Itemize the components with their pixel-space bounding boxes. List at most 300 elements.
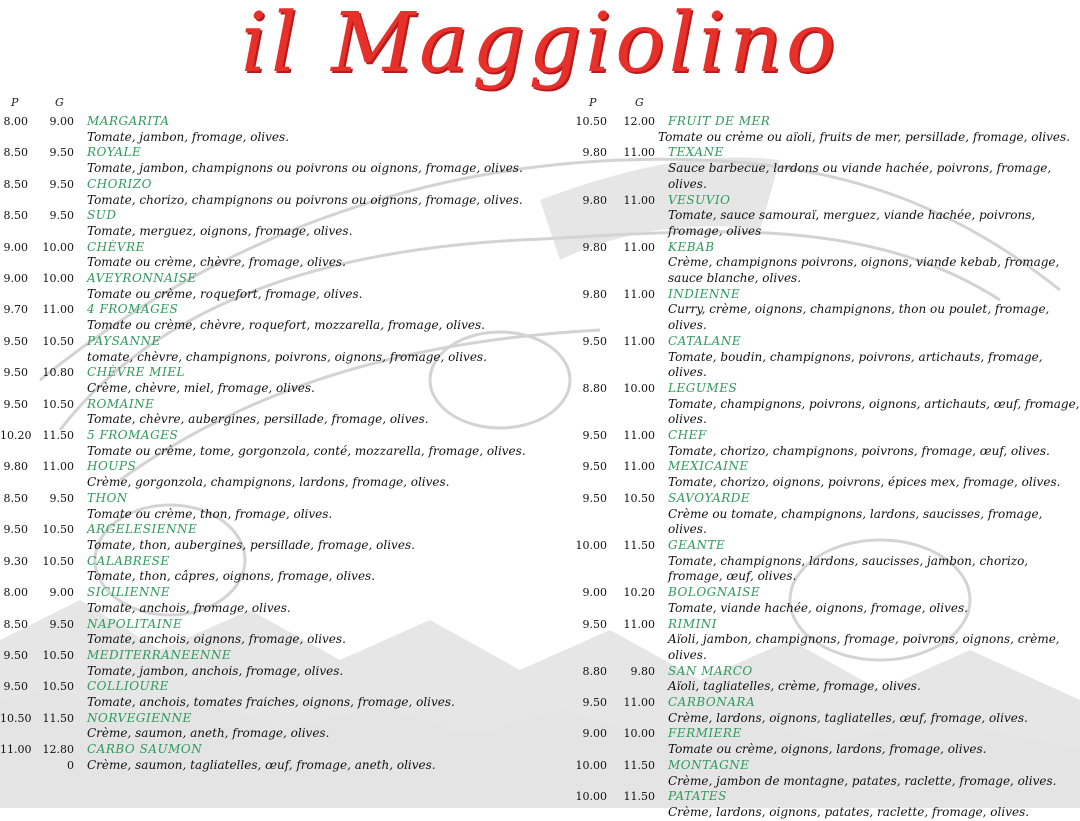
pizza-ingredients: Crème, champignons poivrons, oignons, viande kebab, fromage,: [668, 255, 1060, 270]
spacer: [0, 255, 28, 271]
pizza-ingredients: Crème, chèvre, miel, fromage, olives.: [87, 380, 315, 395]
pizza-name: CHÈVRE: [87, 239, 145, 254]
pizza-ingredients: Tomate, merguez, oignons, fromage, olives.: [87, 223, 353, 238]
menu-item-row: [570, 114, 1080, 130]
spacer: [570, 412, 607, 428]
spacer: [570, 601, 607, 617]
pizza-name: CARBONARA: [668, 695, 756, 710]
menu-item-description-row: [0, 475, 540, 491]
price-grande: 10.80: [42, 366, 74, 380]
price-petite: 10.50: [0, 711, 32, 725]
spacer: [0, 758, 28, 774]
description-extra: [28, 318, 74, 334]
pizza-ingredients: Crème, lardons, oignons, patates, raclette, fromage, olives.: [668, 804, 1030, 819]
price-grande: 11.00: [623, 240, 655, 254]
pizza-ingredients: Tomate, sauce samouraï, merguez, viande hachée, poivrons,: [668, 208, 1036, 223]
menu-item-description-row: [570, 208, 1080, 224]
menu-item-row: [0, 145, 540, 161]
price-grande: 10.50: [42, 397, 74, 411]
description-extra: [607, 255, 655, 271]
menu-item-row: [0, 208, 540, 224]
pizza-ingredients: Curry, crème, oignons, champignons, thon ou poulet, fromage, olives.: [668, 302, 1050, 333]
menu-item-description-row: [0, 601, 540, 617]
price-petite: 9.50: [3, 648, 28, 662]
pizza-list-left: [0, 114, 540, 774]
pizza-name: BOLOGNAISE: [668, 585, 761, 600]
price-grande: 11.50: [623, 758, 655, 772]
description-extra: [28, 130, 74, 146]
menu-item-row: [570, 695, 1080, 711]
spacer: [570, 302, 607, 333]
spacer: [0, 381, 28, 397]
menu-item-row: [0, 585, 540, 601]
price-grande: 9.50: [49, 177, 74, 191]
menu-item-description-row: [570, 255, 1080, 271]
menu-item-description-row: [0, 130, 540, 146]
spacer: [570, 711, 607, 727]
spacer: [0, 726, 28, 742]
menu-column-right: [570, 96, 1080, 821]
pizza-ingredients: tomate, chèvre, champignons, poivrons, oignons, fromage, olives.: [87, 349, 487, 364]
description-extra: [28, 569, 74, 585]
pizza-list-right: [570, 114, 1080, 821]
description-extra: [607, 302, 655, 333]
price-grande: 11.50: [623, 538, 655, 552]
price-petite: 9.70: [3, 303, 28, 317]
menu-item-description-row: [0, 538, 540, 554]
spacer: [0, 318, 28, 334]
description-extra: [607, 632, 655, 663]
price-grande: 10.20: [623, 586, 655, 600]
menu-item-row: [570, 585, 1080, 601]
price-petite: 8.50: [3, 177, 28, 191]
menu-item-description-row: [0, 381, 540, 397]
pizza-ingredients: Tomate, boudin, champignons, poivrons, artichauts, fromage, olives.: [668, 349, 1043, 380]
price-grande: 11.00: [623, 146, 655, 160]
spacer: [570, 554, 607, 570]
menu-item-description-row: [570, 412, 1080, 428]
menu-item-description-row: [0, 350, 540, 366]
pizza-name: PAYSANNE: [87, 333, 161, 348]
price-grande: 11.00: [623, 193, 655, 207]
menu-item-row: [0, 271, 540, 287]
price-grande: 10.00: [623, 381, 655, 395]
price-petite: 10.00: [575, 758, 607, 772]
spacer: [607, 271, 655, 287]
price-petite: 9.00: [3, 272, 28, 286]
pizza-ingredients: Tomate ou crème ou aïoli, fruits de mer, persillade, fromage, olives.: [658, 129, 1071, 144]
spacer: [0, 224, 28, 240]
spacer: [607, 412, 655, 428]
price-grande: 9.00: [49, 115, 74, 128]
description-extra: [28, 412, 74, 428]
description-extra: [28, 381, 74, 397]
price-petite: 9.00: [582, 586, 607, 600]
pizza-ingredients: Tomate, anchois, oignons, fromage, olives.: [87, 632, 346, 647]
menu-item-description-row: [570, 632, 1080, 663]
description-extra: [28, 726, 74, 742]
menu-item-row: [0, 522, 540, 538]
menu-item-description-row: [570, 161, 1080, 192]
spacer: [0, 444, 28, 460]
menu-item-row: [570, 664, 1080, 680]
price-grande: 10.50: [623, 491, 655, 505]
menu-item-description-row: [570, 569, 1080, 585]
price-petite: 8.50: [3, 146, 28, 160]
price-grande: 9.50: [49, 617, 74, 631]
pizza-name: RIMINI: [668, 616, 718, 631]
description-extra: [607, 679, 655, 695]
menu-item-description-row: [0, 664, 540, 680]
pizza-name: NAPOLITAINE: [87, 616, 183, 631]
menu-item-row: [570, 428, 1080, 444]
pizza-name: AVEYRONNAISE: [87, 271, 197, 286]
description-extra: 0: [67, 758, 74, 772]
price-petite: 10.00: [575, 538, 607, 552]
price-grande: 11.00: [42, 303, 74, 317]
pizza-ingredients: Tomate, chèvre, aubergines, persillade, fromage, olives.: [87, 412, 429, 427]
description-extra: [607, 444, 655, 460]
menu-item-description-row: [0, 318, 540, 334]
spacer: [570, 679, 607, 695]
menu-item-description-row: [570, 397, 1080, 413]
pizza-name: CHÈVRE MIEL: [87, 365, 185, 380]
price-petite: 9.50: [582, 460, 607, 474]
header-grande: G: [635, 96, 644, 109]
description-extra: [607, 475, 655, 491]
menu-item-description-row: [570, 554, 1080, 570]
spacer: [570, 805, 607, 821]
pizza-ingredients: Tomate, anchois, tomates fraiches, oignons, fromage, olives.: [87, 695, 455, 710]
pizza-ingredients: Crème, lardons, oignons, tagliatelles, œuf, fromage, olives.: [668, 710, 1028, 725]
spacer: [570, 774, 607, 790]
pizza-ingredients: Tomate, chorizo, champignons ou poivrons ou oignons, fromage, olives.: [87, 192, 523, 207]
spacer: [0, 632, 28, 648]
menu-item-description-row: [570, 679, 1080, 695]
header-petite: P: [11, 96, 19, 109]
spacer: [0, 664, 28, 680]
pizza-ingredients: Sauce barbecue, lardons ou viande hachée, poivrons, fromage, olives.: [668, 161, 1052, 191]
description-extra: [607, 350, 655, 381]
menu-item-row: [570, 193, 1080, 209]
price-petite: 8.00: [3, 586, 28, 600]
price-grande: 10.50: [42, 523, 74, 537]
description-extra: [28, 538, 74, 554]
price-petite: 10.50: [575, 115, 607, 128]
pizza-ingredients: Aïoli, jambon, champignons, fromage, poivrons, oignons, crème, olives.: [668, 632, 1060, 662]
price-grande: 9.50: [49, 491, 74, 505]
price-grande: 11.00: [623, 429, 655, 443]
menu-item-description-row: [570, 601, 1080, 617]
price-petite: 9.80: [582, 240, 607, 254]
spacer: [570, 507, 607, 538]
pizza-ingredients-continued: fromage, olives: [668, 223, 762, 238]
spacer: [570, 161, 607, 192]
column-header: [570, 96, 1080, 114]
price-petite: 9.50: [582, 334, 607, 348]
menu-item-description-row: [570, 130, 1080, 146]
menu-item-description-row: [570, 224, 1080, 240]
pizza-ingredients: Tomate, viande hachée, oignons, fromage, olives.: [668, 600, 968, 615]
menu-item-row: [570, 538, 1080, 554]
menu-item-row: [0, 648, 540, 664]
menu-item-row: [570, 459, 1080, 475]
menu-item-row: [0, 302, 540, 318]
price-petite: 9.30: [3, 554, 28, 568]
spacer: [0, 287, 28, 303]
price-petite: 9.50: [582, 491, 607, 505]
description-extra: [28, 161, 74, 177]
pizza-name: HOUPS: [87, 459, 137, 474]
pizza-ingredients: Crème, saumon, aneth, fromage, olives.: [87, 726, 330, 741]
menu-item-row: [0, 334, 540, 350]
pizza-ingredients: Tomate, chorizo, oignons, poivrons, épices mex, fromage, olives.: [668, 475, 1061, 490]
spacer: [570, 255, 607, 271]
price-grande: 11.50: [623, 790, 655, 804]
pizza-name: ROMAINE: [87, 396, 155, 411]
price-grande: 9.50: [49, 209, 74, 223]
menu-item-row: [570, 789, 1080, 805]
pizza-ingredients: Tomate, jambon, fromage, olives.: [87, 129, 290, 144]
spacer: [570, 350, 607, 381]
description-extra: [607, 161, 655, 192]
price-grande: 10.50: [42, 648, 74, 662]
price-petite: 9.00: [3, 240, 28, 254]
description-extra: [607, 397, 655, 413]
menu-item-row: [0, 240, 540, 256]
menu-item-row: [0, 711, 540, 727]
price-petite: 9.50: [582, 696, 607, 710]
pizza-name: CALABRESE: [87, 553, 170, 568]
pizza-name: CHEF: [668, 428, 707, 443]
pizza-ingredients: Crème, jambon de montagne, patates, raclette, fromage, olives.: [668, 773, 1057, 788]
description-extra: [607, 711, 655, 727]
price-petite: 9.50: [3, 397, 28, 411]
description-extra: [607, 774, 655, 790]
pizza-ingredients: Tomate, champignons, lardons, saucisses, jambon, chorizo,: [668, 553, 1029, 568]
menu-item-description-row: [0, 412, 540, 428]
price-petite: 8.80: [582, 664, 607, 678]
pizza-ingredients: Crème, saumon, tagliatelles, œuf, fromage, aneth, olives.: [87, 757, 436, 772]
menu-item-row: [570, 726, 1080, 742]
price-petite: 10.20: [0, 429, 32, 443]
pizza-name: MEXICAINE: [668, 459, 749, 474]
price-grande: 12.00: [623, 115, 655, 128]
description-extra: [28, 350, 74, 366]
description-extra: [28, 193, 74, 209]
price-grande: 10.00: [42, 272, 74, 286]
spacer: [0, 695, 28, 711]
spacer: [0, 161, 28, 177]
menu-item-description-row: [0, 569, 540, 585]
pizza-name: VESUVIO: [668, 192, 731, 207]
description-extra: [28, 255, 74, 271]
menu-item-row: [0, 459, 540, 475]
price-petite: 9.00: [582, 727, 607, 741]
price-grande: 11.00: [623, 334, 655, 348]
pizza-ingredients-continued: sauce blanche, olives.: [668, 271, 802, 286]
menu-item-row: [570, 381, 1080, 397]
pizza-name: FERMIERE: [668, 726, 742, 741]
menu-item-description-row: [570, 742, 1080, 758]
menu-item-row: [0, 679, 540, 695]
menu-item-description-row: [570, 475, 1080, 491]
menu-item-row: [570, 617, 1080, 633]
menu-column-left: [0, 96, 540, 774]
price-petite: 8.00: [3, 115, 28, 128]
spacer: [0, 601, 28, 617]
menu-item-row: [570, 240, 1080, 256]
price-grande: 11.00: [623, 287, 655, 301]
menu-item-description-row: [0, 255, 540, 271]
menu-item-row: [0, 365, 540, 381]
pizza-ingredients: Tomate, thon, câpres, oignons, fromage, olives.: [87, 569, 376, 584]
pizza-name: FRUIT DE MER: [668, 114, 771, 128]
menu-item-row: [0, 177, 540, 193]
description-extra: [607, 742, 655, 758]
description-extra: [28, 695, 74, 711]
description-extra: [28, 287, 74, 303]
menu-item-description-row: [570, 271, 1080, 287]
menu-item-description-row: [570, 444, 1080, 460]
description-extra: [28, 507, 74, 523]
spacer: [607, 224, 655, 240]
pizza-ingredients: Tomate, jambon, anchois, fromage, olives.: [87, 663, 344, 678]
menu-item-description-row: [570, 302, 1080, 333]
price-grande: 11.00: [42, 460, 74, 474]
menu-item-description-row: [570, 774, 1080, 790]
description-extra: [28, 601, 74, 617]
pizza-name: 4 FROMAGES: [87, 302, 179, 317]
price-petite: 8.50: [3, 617, 28, 631]
price-grande: 11.50: [42, 429, 74, 443]
pizza-name: ROYALE: [87, 145, 142, 160]
spacer: [0, 475, 28, 491]
price-petite: 9.80: [3, 460, 28, 474]
menu-item-description-row: [0, 444, 540, 460]
pizza-name: 5 FROMAGES: [87, 428, 179, 443]
price-grande: 12.80: [42, 743, 74, 757]
price-grande: 9.00: [49, 586, 74, 600]
pizza-name: SAVOYARDE: [668, 490, 751, 505]
price-petite: 9.50: [582, 429, 607, 443]
spacer: [570, 271, 607, 287]
menu-item-description-row: [0, 632, 540, 648]
pizza-name: KEBAB: [668, 239, 715, 254]
spacer: [570, 130, 607, 146]
spacer: [570, 569, 607, 585]
price-grande: 11.00: [623, 617, 655, 631]
spacer: [0, 350, 28, 366]
spacer: [570, 742, 607, 758]
spacer: [570, 224, 607, 240]
pizza-ingredients-continued: olives.: [668, 412, 707, 427]
spacer: [570, 475, 607, 491]
price-petite: 9.50: [3, 523, 28, 537]
pizza-ingredients: Tomate ou crème, oignons, lardons, fromage, olives.: [668, 742, 987, 757]
pizza-name: MEDITERRANEENNE: [87, 647, 232, 662]
spacer: [570, 208, 607, 224]
description-extra: [28, 444, 74, 460]
menu-item-description-row: [0, 287, 540, 303]
pizza-ingredients: Tomate, thon, aubergines, persillade, fromage, olives.: [87, 537, 415, 552]
price-grande: 10.00: [623, 727, 655, 741]
pizza-name: NORVEGIENNE: [87, 710, 192, 725]
menu-item-row: [570, 758, 1080, 774]
price-petite: 10.00: [575, 790, 607, 804]
spacer: [607, 569, 655, 585]
price-petite: 8.50: [3, 491, 28, 505]
menu-item-description-row: [570, 805, 1080, 821]
pizza-name: CATALANE: [668, 333, 742, 348]
description-extra: [607, 554, 655, 570]
pizza-ingredients: Tomate ou crème, chèvre, fromage, olives.: [87, 255, 346, 270]
price-petite: 8.50: [3, 209, 28, 223]
spacer: [0, 412, 28, 428]
pizza-name: SAN MARCO: [668, 663, 753, 678]
menu-item-description-row: [0, 726, 540, 742]
pizza-ingredients: Tomate ou crème, tome, gorgonzola, conté, mozzarella, fromage, olives.: [87, 443, 526, 458]
spacer: [570, 632, 607, 663]
price-petite: 9.50: [3, 680, 28, 694]
description-extra: [28, 632, 74, 648]
price-grande: 10.00: [42, 240, 74, 254]
pizza-name: MONTAGNE: [668, 757, 750, 772]
pizza-ingredients: Tomate, jambon, champignons ou poivrons ou oignons, fromage, olives.: [87, 161, 523, 176]
pizza-name: THON: [87, 490, 128, 505]
pizza-ingredients: Aïoli, tagliatelles, crème, fromage, olives.: [668, 679, 921, 694]
menu-item-description-row: [0, 507, 540, 523]
description-extra: [607, 130, 655, 146]
description-extra: [28, 224, 74, 240]
pizza-ingredients-continued: fromage, œuf, olives.: [668, 569, 797, 584]
description-extra: [607, 208, 655, 224]
pizza-ingredients: Tomate ou crème, thon, fromage, olives.: [87, 506, 333, 521]
menu-item-row: [0, 554, 540, 570]
menu-item-row: [0, 114, 540, 130]
pizza-ingredients: Tomate, champignons, poivrons, oignons, artichauts, œuf, fromage,: [668, 396, 1080, 411]
menu-item-description-row: [0, 695, 540, 711]
description-extra: [607, 805, 655, 821]
header-grande: G: [55, 96, 64, 109]
pizza-ingredients: Crème, gorgonzola, champignons, lardons, fromage, olives.: [87, 475, 450, 490]
menu-item-description-row: [570, 507, 1080, 538]
price-grande: 10.50: [42, 554, 74, 568]
pizza-name: CHORIZO: [87, 176, 152, 191]
header-petite: P: [589, 96, 597, 109]
column-header: [0, 96, 540, 114]
spacer: [0, 130, 28, 146]
description-extra: [28, 664, 74, 680]
menu-item-description-row: [570, 350, 1080, 381]
menu-item-row: [570, 334, 1080, 350]
price-petite: 9.50: [582, 617, 607, 631]
price-petite: 9.80: [582, 146, 607, 160]
pizza-name: GEANTE: [668, 537, 726, 552]
menu-item-row: [0, 617, 540, 633]
price-petite: 9.80: [582, 193, 607, 207]
pizza-ingredients: Tomate ou crème, roquefort, fromage, olives.: [87, 286, 363, 301]
pizza-name: PATATES: [668, 789, 727, 804]
pizza-name: SUD: [87, 208, 117, 223]
pizza-name: CARBO SAUMON: [87, 742, 203, 757]
menu-item-row: [0, 428, 540, 444]
pizza-ingredients: Crème ou tomate, champignons, lardons, saucisses, fromage, olives.: [668, 506, 1043, 537]
spacer: [0, 507, 28, 523]
price-petite: 9.50: [3, 334, 28, 348]
price-petite: 8.80: [582, 381, 607, 395]
menu-item-description-row: [0, 161, 540, 177]
